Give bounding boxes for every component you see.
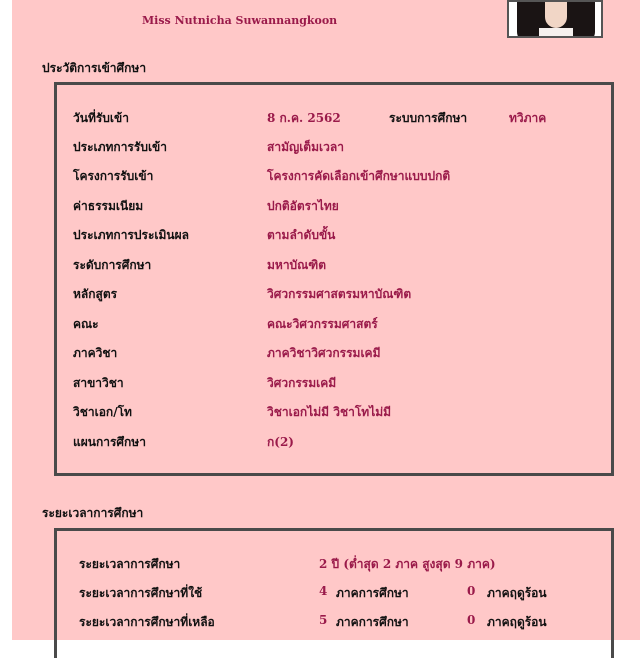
info-value: ตามลำดับขั้น [267, 228, 336, 242]
education-system-value: ทวิภาค [509, 111, 547, 125]
study-duration-label: ระยะเวลาการศึกษา [79, 557, 181, 571]
info-label: ประเภทการประเมินผล [73, 228, 189, 242]
admission-info-box [54, 82, 614, 476]
info-label: โครงการรับเข้า [73, 169, 154, 183]
info-label: ภาควิชา [73, 346, 118, 360]
admission-date-label: วันที่รับเข้า [73, 111, 129, 125]
info-value: มหาบัณฑิต [267, 258, 327, 272]
duration-used-label: ระยะเวลาการศึกษาที่ใช้ [79, 586, 203, 600]
info-row [57, 344, 611, 364]
duration-used-summer-unit: ภาคฤดูร้อน [487, 586, 547, 600]
duration-remaining-summer: 0 [467, 613, 476, 627]
admission-date-value: 8 ก.ค. 2562 [267, 111, 341, 125]
info-label: ประเภทการรับเข้า [73, 140, 167, 154]
duration-info-box [54, 528, 614, 658]
duration-remaining-semesters-unit: ภาคการศึกษา [336, 615, 409, 629]
info-row [57, 138, 611, 158]
info-row [57, 403, 611, 423]
info-value: วิศวกรรมเคมี [267, 376, 337, 390]
duration-remaining-row [57, 613, 611, 633]
duration-used-row [57, 584, 611, 604]
info-label: วิชาเอก/โท [73, 405, 132, 419]
info-value: คณะวิศวกรรมศาสตร์ [267, 317, 378, 331]
duration-section-title: ระยะเวลาการศึกษา [42, 506, 144, 520]
student-name-english: Miss Nutnicha Suwannangkoon [142, 14, 338, 27]
info-row [57, 433, 611, 453]
admission-section-title: ประวัติการเข้าศึกษา [42, 61, 147, 75]
info-value: สามัญเต็มเวลา [267, 140, 344, 154]
student-photo [507, 0, 603, 38]
info-label: หลักสูตร [73, 287, 118, 301]
study-duration-row [57, 555, 611, 575]
info-row [57, 167, 611, 187]
study-duration-value: 2 ปี (ต่ำสุด 2 ภาค สูงสุด 9 ภาค) [319, 557, 496, 571]
duration-remaining-label: ระยะเวลาการศึกษาที่เหลือ [79, 615, 215, 629]
duration-remaining-summer-unit: ภาคฤดูร้อน [487, 615, 547, 629]
duration-used-summer: 0 [467, 584, 476, 598]
info-value: ปกติอัตราไทย [267, 199, 339, 213]
education-system-label: ระบบการศึกษา [389, 111, 468, 125]
info-value: ก(2) [267, 435, 294, 449]
info-value: วิชาเอกไม่มี วิชาโทไม่มี [267, 405, 392, 419]
info-value: ภาควิชาวิศวกรรมเคมี [267, 346, 381, 360]
info-label: สาขาวิชา [73, 376, 124, 390]
info-label: ระดับการศึกษา [73, 258, 152, 272]
info-row [57, 285, 611, 305]
duration-remaining-semesters: 5 [319, 613, 328, 627]
admission-date-row [57, 109, 611, 129]
photo-shirt [539, 28, 573, 38]
info-label: แผนการศึกษา [73, 435, 146, 449]
info-label: คณะ [73, 317, 99, 331]
info-row [57, 256, 611, 276]
photo-face [545, 2, 567, 28]
student-record-page [12, 0, 640, 640]
info-label: ค่าธรรมเนียม [73, 199, 144, 213]
info-row [57, 226, 611, 246]
duration-used-semesters-unit: ภาคการศึกษา [336, 586, 409, 600]
info-row [57, 315, 611, 335]
info-row [57, 197, 611, 217]
info-value: วิศวกรรมศาสตรมหาบัณฑิต [267, 287, 412, 301]
info-value: โครงการคัดเลือกเข้าศึกษาแบบปกติ [267, 169, 451, 183]
info-row [57, 374, 611, 394]
duration-used-semesters: 4 [319, 584, 328, 598]
